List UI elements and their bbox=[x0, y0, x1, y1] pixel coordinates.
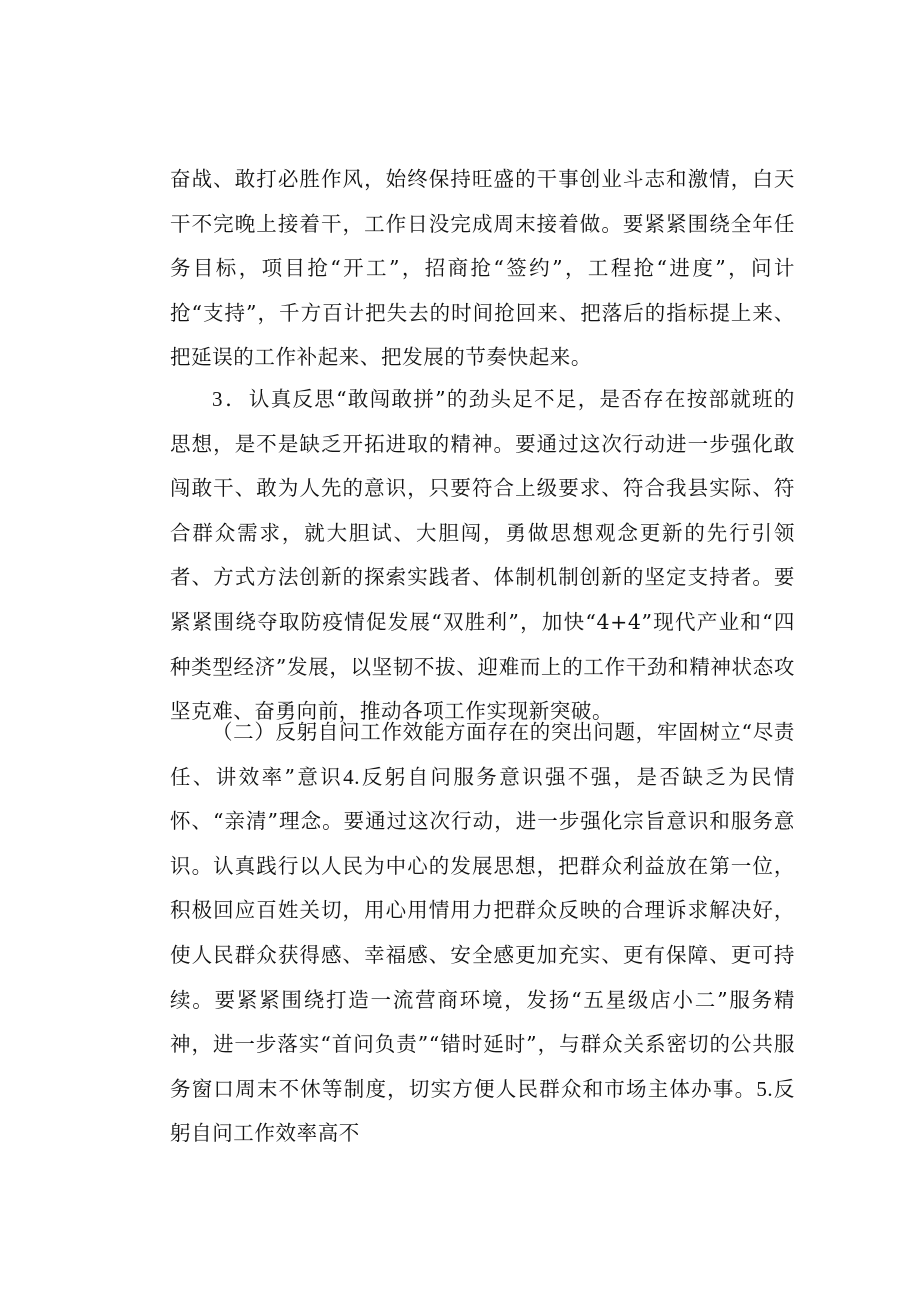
paragraph-1-text: 奋战、敢打必胜作风，始终保持旺盛的干事创业斗志和激情，白天干不完晚上接着干，工作日没完成周末接着做。要紧紧围绕全年任务目标，项目抢“开工”，招商抢“签约”，工程抢“进度”，问计抢“支持”，千方百计把失去的时间抢回来、把落后的指标提上来、把延误的工作补起来、把发展的节奏快起来。 bbox=[170, 167, 795, 370]
item-number-5: 5. bbox=[756, 1076, 774, 1101]
item-number-4: 4. bbox=[343, 764, 361, 789]
paragraph-2-text: 认真反思“敢闯敢拼”的劲头足不足，是否存在按部就班的思想，是不是缺乏开拓进取的精神。要通过这次行动进一步强化敢闯敢干、敢为人先的意识，只要符合上级要求、符合我县实际、符合群众需求，就大胆试、大胆闯，勇做思想观念更新的先行引领者、方式方法创新的探索实践者、体制机制创新的坚定支持者。要紧紧围绕夺取防疫情促发展“双胜利”，加快“4+4”现代产业和“四种类型经济”发展，以坚韧不拔、迎难而上的工作干劲和精神状态攻坚克难、奋勇向前，推动各项工作实现新突破。 bbox=[170, 387, 795, 724]
paragraph-3-text: 反躬自问服务意识强不强，是否缺乏为民情怀、“亲清”理念。要通过这次行动，进一步强化宗旨意识和服务意识。认真践行以人民为中心的发展思想，把群众利益放在第一位，积极回应百姓关切，用心用情用力把群众反映的合理诉求解决好，使人民群众获得感、幸福感、安全感更加充实、更有保障、更可持续。要紧紧围绕打造一流营商环境，发扬“五星级店小二”服务精神，进一步落实“首问负责”“错时延时”，与群众关系密切的公共服务窗口周末不休等制度，切实方便人民群众和市场主体办事。 bbox=[170, 764, 795, 1101]
paragraph-2 bbox=[170, 377, 795, 734]
item-number-3: 3． bbox=[212, 387, 249, 411]
paragraph-1 bbox=[170, 157, 795, 380]
paragraph-3 bbox=[170, 710, 795, 1156]
section-heading: （二）反躬自问工作效能方面存在的突出问题，牢固树立“尽责任、讲效率”意识 bbox=[170, 720, 795, 789]
paragraph-3-tail: 反躬自问工作效率高不 bbox=[170, 1076, 795, 1146]
